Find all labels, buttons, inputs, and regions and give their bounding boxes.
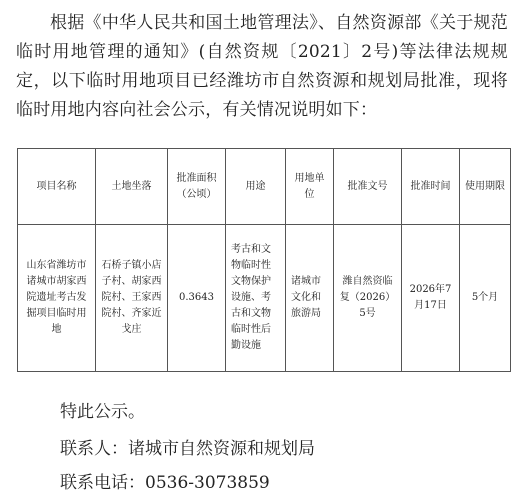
table-header-row <box>18 149 511 225</box>
cell-usage-period: 5个月 <box>460 225 511 372</box>
header-approval-number: 批准文号 <box>334 149 402 225</box>
cell-land-user: 诸城市文化和旅游局 <box>286 225 334 372</box>
cell-approval-date: 2026年7月17日 <box>402 225 460 372</box>
contact-person: 联系人：诸城市自然资源和规划局 <box>60 439 315 459</box>
header-approved-area: 批准面积（公顷） <box>168 149 226 225</box>
closing-statement: 特此公示。 <box>60 402 145 422</box>
header-usage-period: 使用期限 <box>460 149 511 225</box>
cell-approval-number: 潍自然资临复（2026）5号 <box>334 225 402 372</box>
cell-approved-area: 0.3643 <box>168 225 226 372</box>
header-land-user: 用地单位 <box>286 149 334 225</box>
header-approval-date: 批准时间 <box>402 149 460 225</box>
cell-usage: 考古和文物临时性文物保护设施、考古和文物临时性后勤设施 <box>226 225 286 372</box>
table-row <box>18 225 511 372</box>
header-project-name: 项目名称 <box>18 149 96 225</box>
header-land-location: 土地坐落 <box>96 149 168 225</box>
notice-intro-paragraph: 根据《中华人民共和国土地管理法》、自然资源部《关于规范临时用地管理的通知》(自然资规〔2021〕2号)等法律法规规定，以下临时用地项目已经潍坊市自然资源和规划局批准，现将临时用地内容向社会公示，有关情况说明如下： <box>16 13 508 120</box>
contact-phone: 联系电话：0536-3073859 <box>60 473 270 493</box>
cell-project-name: 山东省潍坊市诸城市胡家西院遗址考古发掘项目临时用地 <box>18 225 96 372</box>
cell-land-location: 石桥子镇小店子村、胡家西院村、王家西院村、齐家近戈庄 <box>96 225 168 372</box>
temporary-land-use-table <box>17 148 511 372</box>
header-usage: 用途 <box>226 149 286 225</box>
